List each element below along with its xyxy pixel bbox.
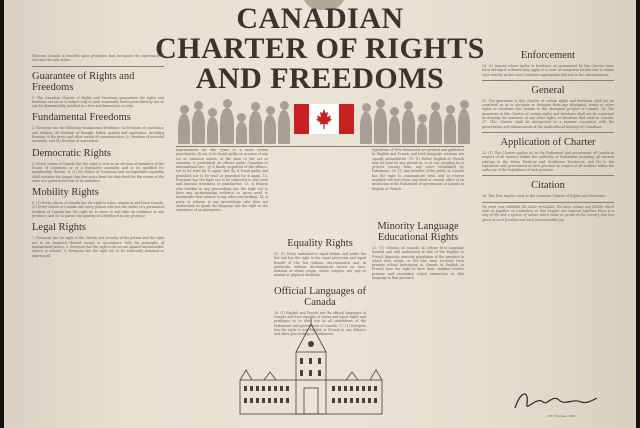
- silhouette: [402, 110, 415, 144]
- section-heading: Minority Language Educational Rights: [377, 220, 459, 243]
- right-edge: [636, 0, 640, 428]
- silhouette: [236, 122, 247, 144]
- section-body: 24. (1) Anyone whose rights or freedoms, as guaranteed by this Charter, have been infringed or denied may apply to a court of competent jurisdiction to obtain such remedy as the court considers appropriate and just in the circumstances.: [482, 64, 614, 77]
- silhouette: [360, 112, 372, 144]
- body-text: imprisonment for five years or a more severe punishment; (f) not to be found guilty on account of any act or omission unless, at the time of the act or omission, it constituted an offence under Canadian or international law; (g) if finally acquitted of the offence, not to be tried for it again; and (h) if found guilty and punished, not to be tried or punished for it again. 12. Everyone has the right not to be subjected to any cruel and unusual treatment or punishment. 13. A witness who testifies in any proceedings has the right not to have any incriminating evidence so given used to incriminate that witness in any other proceedings. 14. A party or witness in any proceedings who does not understand or speak the language has the right to the assistance of an interpreter.: [176, 148, 268, 213]
- divider: [482, 132, 614, 133]
- section-heading: Citation: [531, 180, 565, 192]
- section-body: 32. (1) This Charter applies (a) to the Parliament and government of Canada in respect of all matters within the authority of Parliament including all matters relating to the Yukon Territory and Northwest Territories; and (b) to the legislature and government of each province in respect of all matters within the authority of the legislature of each province.: [482, 150, 614, 173]
- section-body: 16. (1) English and French are the official languages of Canada and have equality of status and equal rights and privileges as to their use in all institutions of the Parliament and government of Canada. 17. (1) Everyone has the right to use English or French in any debates and other proceedings of Parliament.: [274, 310, 366, 337]
- silhouette: [458, 109, 470, 144]
- body-text: legislature of New Brunswick are printed and published in English and French and both language versions are equally authoritative. 19. (1) Either English or French may be used by any person in, or in any pleading in or process issuing from, any court established by Parliament. 20. (1) Any member of the public in Canada has the right to communicate with, and to receive available services from, any head or central office of an institution of the Parliament or government of Canada in English or French.: [372, 148, 464, 191]
- people-silhouette-banner: [176, 98, 472, 144]
- parliament-building-illustration: [236, 318, 386, 418]
- section-heading: Guarantee of Rights and Freedoms: [32, 70, 135, 93]
- section-body: 3. Every citizen of Canada has the right to vote in an election of members of the House of Commons or of a legislative assembly and to be qualified for membership therein. 4. (1) No House of Commons and no legislative assembly shall continue for longer than five years from the date fixed for the return of the writs at a general election of its members.: [32, 161, 164, 183]
- signature: [509, 386, 599, 416]
- section-body: 34. This Part may be cited as the Canadian Charter of Rights and Freedoms.: [482, 194, 606, 199]
- section-body: 7. Everyone has the right to life, liberty and security of the person and the right not to be deprived thereof except in accordance with the principles of fundamental justice. 8. Everyone has the right to be secure against unreasonable search or seizure. 9. Everyone has the right not to be arbitrarily detained or imprisoned.: [32, 236, 164, 258]
- middle-column-1: [176, 148, 268, 215]
- section-body: 15. (1) Every individual is equal before and under the law and has the right to the equal protection and equal benefit of the law without discrimination and, in particular, without discrimination based on race, national or ethnic origin, colour, religion, sex, age or mental or physical disability.: [274, 252, 366, 278]
- signature-caption: P.E. Trudeau 1981: [548, 414, 576, 418]
- silhouette: [178, 114, 190, 144]
- silhouette: [192, 110, 205, 144]
- preamble: Whereas Canada is founded upon principles that recognize the supremacy of God and the rule of law:: [32, 54, 164, 63]
- silhouette: [389, 116, 400, 144]
- silhouette: [249, 111, 262, 144]
- section-body: 23. (1) Citizens of Canada (a) whose first language learned and still understood is that of the English or French linguistic minority population of the province in which they reside, or (b) who have received their primary school instruction in Canada in English or French have the right to have their children receive primary and secondary school instruction in that language in that province.: [372, 245, 464, 281]
- title-line-3: AND FREEDOMS: [195, 62, 445, 95]
- flag-band-left: [294, 104, 309, 134]
- section-heading: Legal Rights: [32, 222, 86, 234]
- silhouette: [207, 117, 218, 144]
- section-heading: Application of Charter: [500, 136, 596, 148]
- section-heading: Mobility Rights: [32, 187, 99, 199]
- banner-rule: [176, 146, 464, 147]
- charter-document: [4, 0, 636, 428]
- section-heading: Equality Rights: [287, 238, 353, 249]
- section-heading: General: [531, 84, 565, 96]
- flag-band-right: [339, 104, 354, 134]
- silhouette: [429, 111, 442, 144]
- silhouette: [264, 115, 276, 144]
- silhouette: [278, 110, 290, 144]
- section-heading: Democratic Rights: [32, 147, 112, 159]
- section-heading: Official Languages of Canada: [274, 285, 366, 308]
- right-column: [482, 0, 614, 225]
- section-body: 2. Everyone has the following fundamental freedoms: (a) freedom of conscience and religion; (b) freedom of thought, belief, opinion and expression, including freedom of the press and other media of communication; (c) freedom of peaceful assembly; and (d) freedom of association.: [32, 126, 164, 144]
- middle-column-3: [372, 148, 464, 283]
- canadian-flag-icon: [294, 104, 354, 134]
- divider: [482, 202, 614, 203]
- left-column: [32, 0, 164, 261]
- section-body: 1. The Canadian Charter of Rights and Freedoms guarantees the rights and freedoms set out in it subject only to such reasonable limits prescribed by law as can be demonstrably justified in a free and democratic society.: [32, 95, 164, 109]
- closing-quote: We must now establish the basic principles, the basic values and beliefs which hold us together as Canadians so that beyond our regional loyalties there is a way of life and a system of values which make us proud of the country that has given us such freedom and such immeasurable joy.: [482, 204, 614, 222]
- title-line-1: CANADIAN: [236, 2, 404, 35]
- divider: [482, 80, 614, 81]
- silhouette: [444, 114, 456, 144]
- section-heading: Fundamental Freedoms: [32, 112, 131, 124]
- section-body: 6. (1) Every citizen of Canada has the right to enter, remain in and leave Canada. (2) Every citizen of Canada and every person who has the status of a permanent resident of Canada has the right (a) to move to and take up residence in any province; and (b) to pursue the gaining of a livelihood in any province.: [32, 201, 164, 219]
- silhouette: [417, 123, 427, 144]
- title-line-2: CHARTER OF RIGHTS: [155, 32, 485, 65]
- divider: [32, 66, 164, 67]
- divider: [482, 175, 614, 176]
- section-body: 25. The guarantee in this Charter of certain rights and freedoms shall not be construed so as to abrogate or derogate from any aboriginal, treaty or other rights or freedoms that pertain to the aboriginal peoples of Canada. 26. The guarantee in this Charter of certain rights and freedoms shall not be construed as denying the existence of any other rights or freedoms that exist in Canada. 27. This Charter shall be interpreted in a manner consistent with the preservation and enhancement of the multicultural heritage of Canadians.: [482, 98, 614, 129]
- section-heading: Enforcement: [520, 50, 576, 61]
- silhouette: [220, 108, 234, 144]
- middle-column-2: [274, 148, 366, 340]
- silhouette: [374, 108, 387, 144]
- document-title: [136, 4, 504, 94]
- maple-leaf-icon: [316, 109, 332, 129]
